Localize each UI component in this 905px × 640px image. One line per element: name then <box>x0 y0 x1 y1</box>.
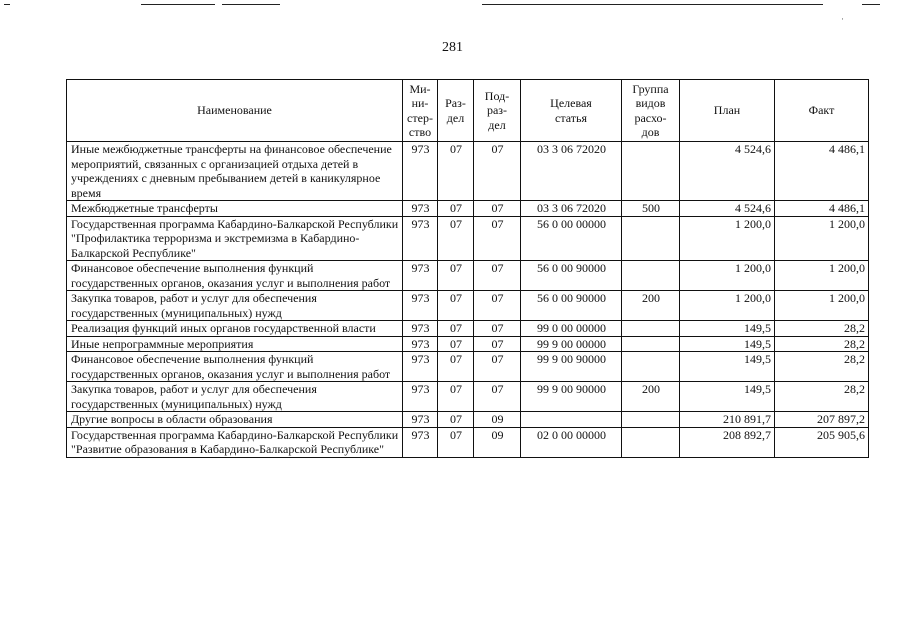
row-section: 07 <box>438 142 474 201</box>
row-name: Закупка товаров, работ и услуг для обеспечения государственных (муниципальных) нужд <box>67 291 403 321</box>
row-fact: 28,2 <box>775 352 869 382</box>
row-plan: 1 200,0 <box>680 216 775 261</box>
row-fact: 4 486,1 <box>775 201 869 217</box>
row-group <box>622 427 680 457</box>
row-fact: 1 200,0 <box>775 216 869 261</box>
row-name: Иные непрограммные мероприятия <box>67 336 403 352</box>
row-group <box>622 216 680 261</box>
row-section: 07 <box>438 216 474 261</box>
row-section: 07 <box>438 291 474 321</box>
table-row <box>67 382 869 412</box>
row-name: Государственная программа Кабардино-Балкарской Республики "Развитие образования в Кабардино-Балкарской Республике" <box>67 427 403 457</box>
table-row <box>67 261 869 291</box>
row-target: 02 0 00 00000 <box>521 427 622 457</box>
row-target: 99 9 00 90000 <box>521 352 622 382</box>
row-name: Финансовое обеспечение выполнения функций государственных органов, оказания услуг и выполнения работ <box>67 261 403 291</box>
header-ministry: Ми- ни- стер- ство <box>403 80 438 142</box>
row-subsection: 07 <box>474 352 521 382</box>
row-plan: 4 524,6 <box>680 201 775 217</box>
row-group <box>622 321 680 337</box>
table-row <box>67 427 869 457</box>
row-group: 200 <box>622 291 680 321</box>
row-subsection: 07 <box>474 216 521 261</box>
table-row <box>67 336 869 352</box>
row-subsection: 07 <box>474 142 521 201</box>
row-subsection: 07 <box>474 336 521 352</box>
row-subsection: 07 <box>474 201 521 217</box>
row-name: Финансовое обеспечение выполнения функций государственных органов, оказания услуг и выполнения работ <box>67 352 403 382</box>
row-name: Иные межбюджетные трансферты на финансовое обеспечение мероприятий, связанных с организацией отдыха детей в учреждениях с дневным пребыванием детей в каникулярное время <box>67 142 403 201</box>
row-ministry: 973 <box>403 412 438 428</box>
row-fact: 1 200,0 <box>775 261 869 291</box>
header-section: Раз- дел <box>438 80 474 142</box>
row-name: Закупка товаров, работ и услуг для обеспечения государственных (муниципальных) нужд <box>67 382 403 412</box>
row-fact: 28,2 <box>775 382 869 412</box>
row-ministry: 973 <box>403 427 438 457</box>
row-ministry: 973 <box>403 382 438 412</box>
row-plan: 1 200,0 <box>680 291 775 321</box>
row-target: 99 9 00 90000 <box>521 382 622 412</box>
header-plan: План <box>680 80 775 142</box>
row-fact: 28,2 <box>775 321 869 337</box>
row-plan: 1 200,0 <box>680 261 775 291</box>
row-plan: 149,5 <box>680 336 775 352</box>
row-group <box>622 142 680 201</box>
row-ministry: 973 <box>403 216 438 261</box>
row-target: 99 0 00 00000 <box>521 321 622 337</box>
row-target: 56 0 00 00000 <box>521 216 622 261</box>
top-rule <box>862 4 880 5</box>
header-target: Целевая статья <box>521 80 622 142</box>
row-plan: 149,5 <box>680 321 775 337</box>
row-plan: 208 892,7 <box>680 427 775 457</box>
row-plan: 149,5 <box>680 352 775 382</box>
row-group <box>622 352 680 382</box>
row-plan: 210 891,7 <box>680 412 775 428</box>
row-target: 99 9 00 00000 <box>521 336 622 352</box>
row-target: 03 3 06 72020 <box>521 201 622 217</box>
row-fact: 4 486,1 <box>775 142 869 201</box>
page-number: 281 <box>442 40 463 55</box>
row-section: 07 <box>438 321 474 337</box>
header-subsection: Под- раз- дел <box>474 80 521 142</box>
table-row <box>67 291 869 321</box>
row-ministry: 973 <box>403 142 438 201</box>
header-fact: Факт <box>775 80 869 142</box>
row-target: 56 0 00 90000 <box>521 291 622 321</box>
top-rule <box>222 4 280 5</box>
row-plan: 149,5 <box>680 382 775 412</box>
row-plan: 4 524,6 <box>680 142 775 201</box>
table-row <box>67 352 869 382</box>
row-fact: 207 897,2 <box>775 412 869 428</box>
row-group <box>622 261 680 291</box>
row-fact: 28,2 <box>775 336 869 352</box>
table-row <box>67 412 869 428</box>
budget-table <box>66 79 869 458</box>
row-target: 56 0 00 90000 <box>521 261 622 291</box>
row-ministry: 973 <box>403 261 438 291</box>
row-section: 07 <box>438 261 474 291</box>
row-subsection: 07 <box>474 261 521 291</box>
header-group: Группа видов расхо- дов <box>622 80 680 142</box>
row-section: 07 <box>438 412 474 428</box>
row-group <box>622 412 680 428</box>
row-subsection: 07 <box>474 321 521 337</box>
row-section: 07 <box>438 382 474 412</box>
row-fact: 1 200,0 <box>775 291 869 321</box>
table-header-row <box>67 80 869 142</box>
row-name: Другие вопросы в области образования <box>67 412 403 428</box>
row-subsection: 07 <box>474 291 521 321</box>
row-ministry: 973 <box>403 291 438 321</box>
row-group <box>622 336 680 352</box>
row-group: 500 <box>622 201 680 217</box>
row-section: 07 <box>438 336 474 352</box>
top-rule <box>4 4 10 5</box>
row-section: 07 <box>438 352 474 382</box>
top-rule <box>482 4 823 5</box>
row-ministry: 973 <box>403 352 438 382</box>
top-rule <box>141 4 215 5</box>
row-group: 200 <box>622 382 680 412</box>
row-target: 03 3 06 72020 <box>521 142 622 201</box>
table-row <box>67 142 869 201</box>
row-subsection: 07 <box>474 382 521 412</box>
row-name: Государственная программа Кабардино-Балкарской Республики "Профилактика терроризма и экстремизма в Кабардино-Балкарской Республике" <box>67 216 403 261</box>
row-ministry: 973 <box>403 336 438 352</box>
row-name: Реализация функций иных органов государственной власти <box>67 321 403 337</box>
row-target <box>521 412 622 428</box>
table-row <box>67 321 869 337</box>
row-fact: 205 905,6 <box>775 427 869 457</box>
row-subsection: 09 <box>474 427 521 457</box>
table-row <box>67 201 869 217</box>
row-section: 07 <box>438 427 474 457</box>
row-section: 07 <box>438 201 474 217</box>
table-row <box>67 216 869 261</box>
row-ministry: 973 <box>403 321 438 337</box>
row-ministry: 973 <box>403 201 438 217</box>
header-name: Наименование <box>67 80 403 142</box>
row-name: Межбюджетные трансферты <box>67 201 403 217</box>
scan-mark: · <box>841 14 844 24</box>
row-subsection: 09 <box>474 412 521 428</box>
